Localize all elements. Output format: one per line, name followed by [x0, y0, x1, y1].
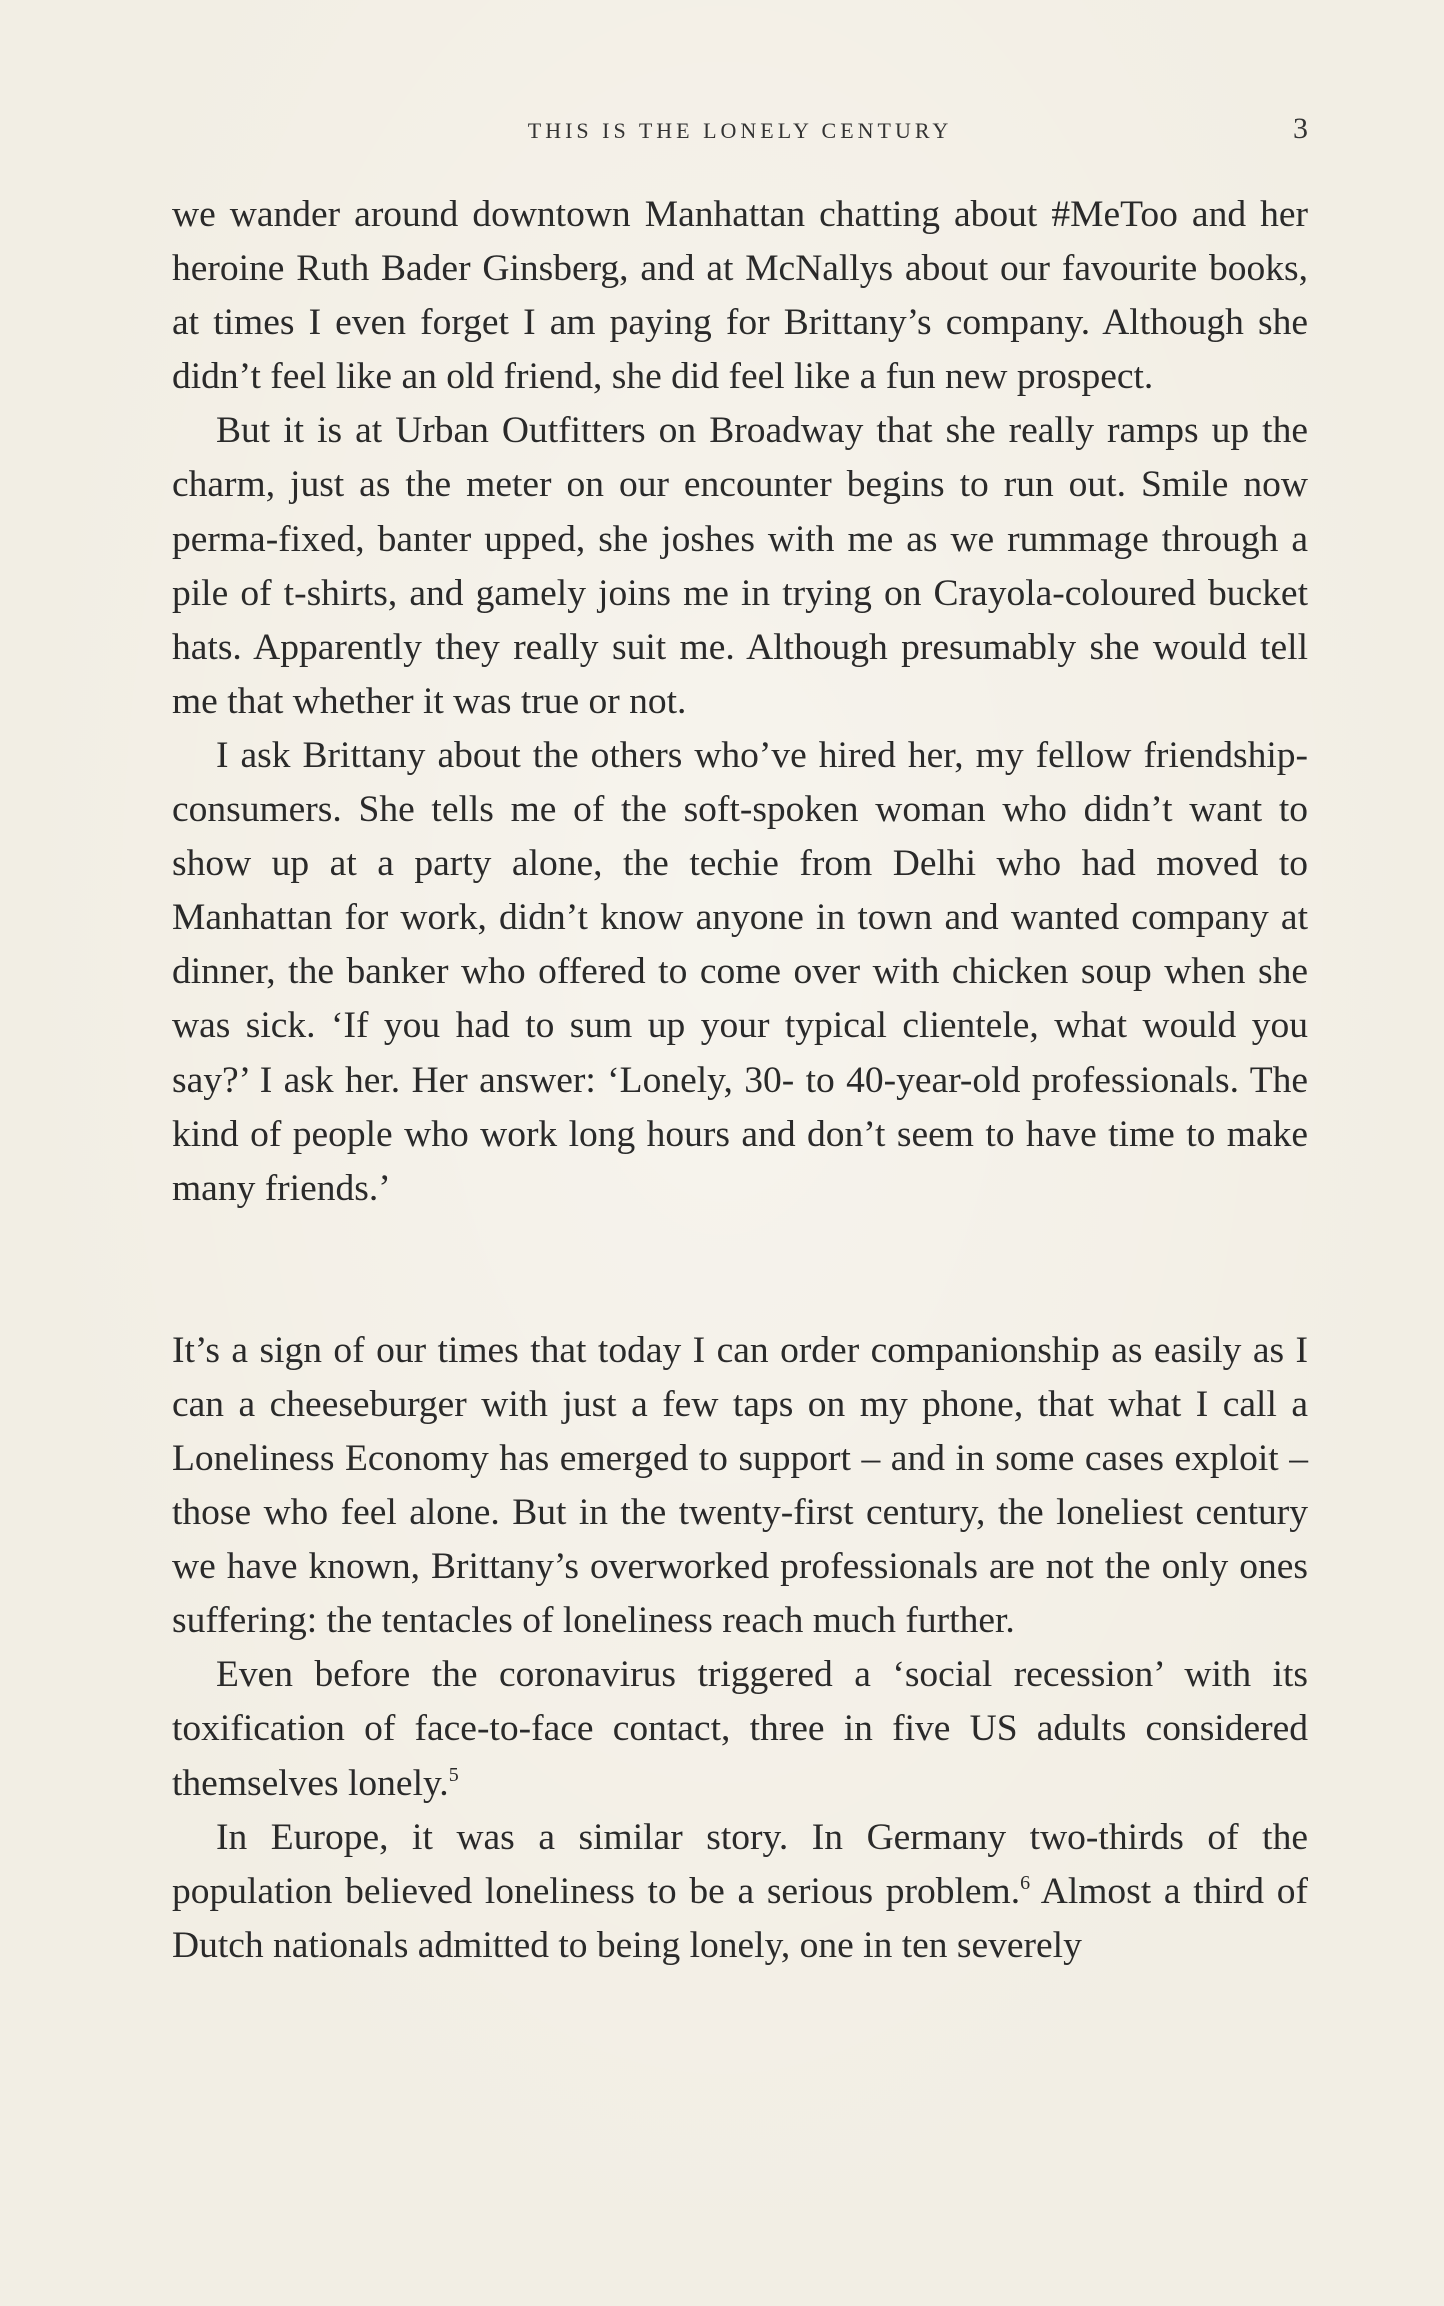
footnote-marker-5: 5 [448, 1763, 459, 1786]
body-text [172, 188, 1308, 1973]
section-break [172, 1216, 1308, 1324]
paragraph-2: But it is at Urban Outfitters on Broadway that she really ramps up the charm, just as the meter on our encounter begins to run out. Smile now perma-fixed, banter upped, she joshes with me as we rummage through a pile of t-shirts, and gamely joins me in trying on Crayola-coloured bucket hats. Apparently they really suit me. Although presumably she would tell me that whether it was true or not. [172, 410, 1308, 722]
paragraph-3: I ask Brittany about the others who’ve hired her, my fellow friendship-consumers. She tells me of the soft-spoken woman who didn’t want to show up at a party alone, the techie from Delhi who had moved to Manhattan for work, didn’t know anyone in town and wanted company at dinner, the banker who offered to come over with chicken soup when she was sick. ‘If you had to sum up your typical clientele, what would you say?’ I ask her. Her answer: ‘Lonely, 30- to 40-year-old professionals. The kind of people who work long hours and don’t seem to have time to make many friends.’ [172, 734, 1308, 1209]
paragraph-1: we wander around downtown Manhattan chatting about #MeToo and her heroine Ruth Bader Ginsberg, and at McNallys about our favourite books, at times I even forget I am paying for Brittany’s company. Although she didn’t feel like an old friend, she did feel like a fun new prospect. [172, 194, 1308, 398]
running-title: THIS IS THE LONELY CENTURY [527, 118, 953, 143]
paragraph-4: It’s a sign of our times that today I can order companionship as easily as I can a cheeseburger with just a few taps on my phone, that what I call a Loneliness Economy has emerged to support – and in some cases exploit – those who feel alone. But in the twenty-first century, the loneliest century we have known, Brittany’s overworked professionals are not the only ones suffering: the tentacles of loneliness reach much further. [172, 1329, 1308, 1642]
page-number: 3 [1293, 112, 1308, 145]
paragraph-5 [172, 1648, 1308, 1810]
paragraph-5-text: Even before the coronavirus triggered a ‘social recession’ with its toxification of face-to-face contact, three in five US adults considered themselves lonely. [172, 1654, 1308, 1804]
running-head [172, 112, 1308, 152]
paragraph-6 [172, 1811, 1308, 1973]
paragraph-6-text-b: Almost a third of Dutch nationals admitted to being lonely, one in ten severely [172, 1870, 1308, 1966]
paragraph-6-text-a: In Europe, it was a similar story. In Germany two-thirds of the population believed loneliness to be a serious problem. [172, 1816, 1308, 1912]
footnote-marker-6: 6 [1020, 1871, 1031, 1894]
